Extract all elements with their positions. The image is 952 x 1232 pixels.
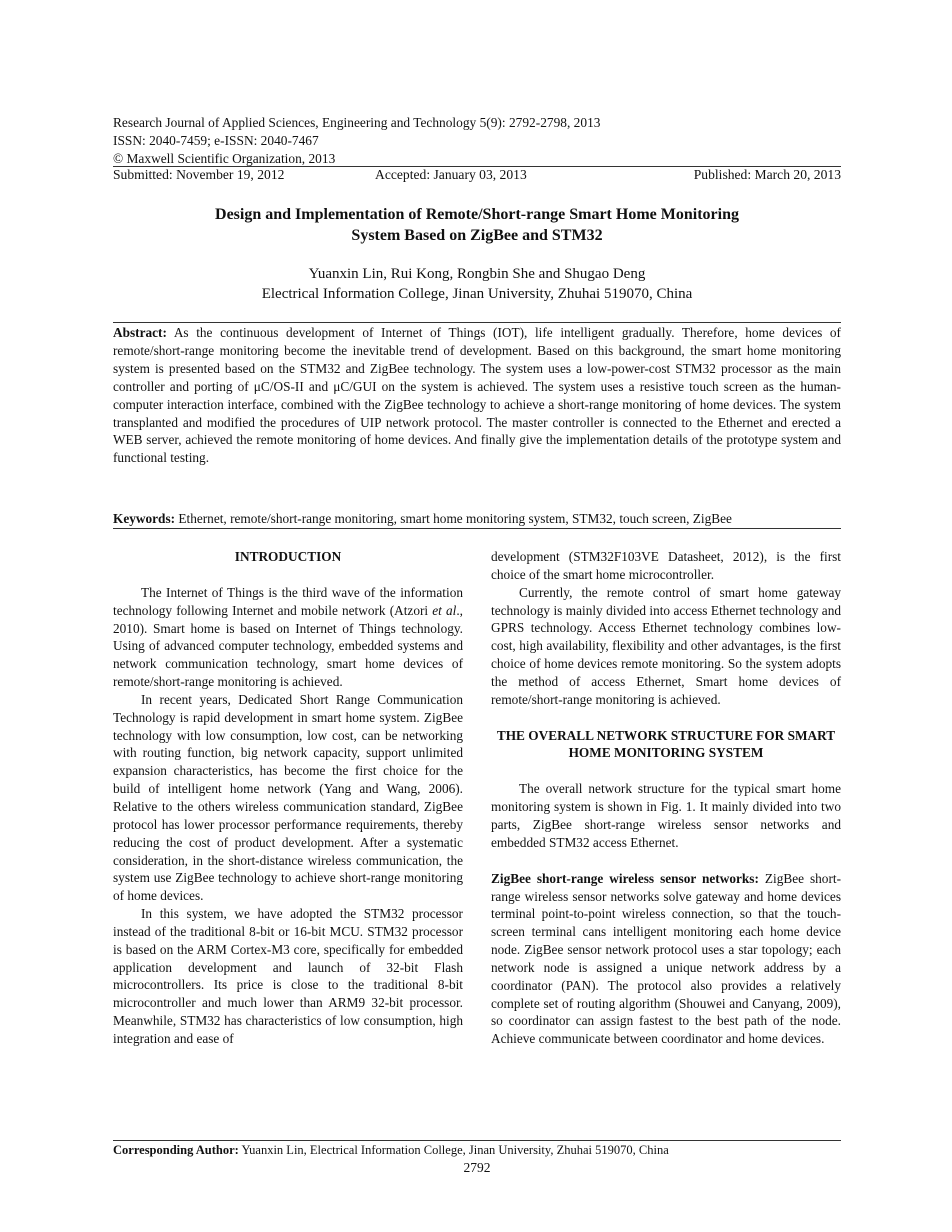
abstract-top-rule	[113, 322, 841, 323]
title-line-1: Design and Implementation of Remote/Short-range Smart Home Monitoring	[215, 206, 739, 223]
journal-citation: Research Journal of Applied Sciences, Engineering and Technology 5(9): 2792-2798, 2013	[113, 115, 601, 130]
page-number: 2792	[463, 1160, 491, 1175]
submitted-date: Submitted: November 19, 2012	[113, 167, 285, 182]
author-names: Yuanxin Lin, Rui Kong, Rongbin She and Shugao Deng	[308, 266, 646, 282]
paper-title	[113, 204, 841, 246]
abstract	[113, 324, 841, 467]
copyright-line: © Maxwell Scientific Organization, 2013	[113, 151, 336, 166]
right-paragraph-0: development (STM32F103VE Datasheet, 2012), is the first choice of the smart home microcontroller.	[491, 549, 841, 582]
title-line-2: System Based on ZigBee and STM32	[351, 227, 603, 244]
section-heading-introduction: INTRODUCTION	[234, 549, 342, 564]
intro-paragraph-2: In recent years, Dedicated Short Range Communication Technology is rapid development in smart home system. ZigBee technology with low consumption, low cost, can be networking with routing function, big network capacity, support unlimited expansion characteristics, has become the first choice for the build of intelligent home network (Yang and Wang, 2006). Relative to the others wireless communication standard, ZigBee protocol has lower processor performance requirements, thereby reducing the cost of product development. After a systematic consideration, in the short-distance wireless communication, the system use ZigBee technology to achieve short-range monitoring of home devices.	[113, 691, 463, 904]
accepted-date: Accepted: January 03, 2013	[375, 167, 527, 182]
left-column	[113, 548, 463, 1048]
subsection-heading-zigbee: ZigBee short-range wireless sensor networks:	[491, 870, 759, 886]
abstract-label: Abstract:	[113, 325, 167, 340]
keywords-label: Keywords:	[113, 511, 176, 526]
published-date: Published: March 20, 2013	[693, 167, 841, 182]
issn-line: ISSN: 2040-7459; e-ISSN: 2040-7467	[113, 133, 319, 148]
corresponding-author-text: Yuanxin Lin, Electrical Information College, Jinan University, Zhuhai 519070, China	[241, 1143, 669, 1157]
right-column	[491, 548, 841, 1048]
corresponding-author-label: Corresponding Author:	[113, 1143, 239, 1157]
right-paragraph-2: The overall network structure for the typical smart home monitoring system is shown in Fig. 1. It mainly divided into two parts, ZigBee short-range wireless sensor networks and embedded STM32 access Ethernet.	[491, 781, 841, 850]
author-affiliation: Electrical Information College, Jinan University, Zhuhai 519070, China	[261, 286, 693, 302]
keywords-text: Ethernet, remote/short-range monitoring, smart home monitoring system, STM32, touch screen, ZigBee	[178, 511, 732, 526]
author-block	[113, 264, 841, 304]
right-paragraph-1: Currently, the remote control of smart home gateway technology is mainly divided into access Ethernet technology and GPRS technology. Access Ethernet technology combines low-cost, high availability, flexibility and other advantages, is the first choice of home devices remote monitoring. So the system adopts the method of access Ethernet, Smart home devices of remote/short-range monitoring is achieved.	[491, 584, 841, 707]
intro-paragraph-1: The Internet of Things is the third wave of the information technology following Internet and mobile network (Atzori et al., 2010). Smart home is based on Internet of Things technology. Using of advanced computer technology, embedded systems and network communication technology, smart home devices of remote/short-range monitoring is achieved.	[113, 584, 464, 690]
keywords-rule	[113, 528, 841, 529]
abstract-text: As the continuous development of Internet of Things (IOT), life intelligent gradually. Therefore, home devices of remote/short-range monitoring become the inevitable trend of development. Based on this background, the smart home monitoring system is presented based on the STM32 and ZigBee technology. The system uses a low-power-cost STM32 processor as the main controller and porting of μC/OS-II and μC/GUI on the system is achieved. The system uses a resistive touch screen as the human-computer interaction interface, combined with the ZigBee technology to achieve a short-range monitoring of home devices. The system transplanted and modified the procedures of UIP network protocol. The master controller is connected to the Ethernet and erected a WEB server, achieved the remote monitoring of home devices. And finally give the implementation details of the prototype system and functional testing.	[113, 325, 841, 466]
dates-row	[113, 167, 841, 183]
corresponding-author	[113, 1143, 669, 1158]
et-al: et al	[432, 602, 457, 618]
keywords	[113, 510, 841, 528]
footer-rule	[113, 1140, 841, 1141]
intro-paragraph-3: In this system, we have adopted the STM32 processor instead of the traditional 8-bit or 16-bit MCU. STM32 processor is based on the ARM Cortex-M3 core, specifically for embedded application development and launch of 32-bit Flash microcontrollers. Its price is close to the traditional 8-bit microcontroller and much lower than ARM9 32-bit processor. Meanwhile, STM32 has characteristics of low consumption, high integration and ease of	[113, 906, 463, 1046]
right-paragraph-3: ZigBee short-range wireless sensor networks: ZigBee short-range wireless sensor networks solve gateway and home devices terminal point-to-point wireless connection, so that the touch-screen terminal cans intelligent monitoring each home device node. ZigBee sensor network protocol uses a star topology; each network node is assigned a unique network address by a coordinator (PAN). The protocol also provides a relatively complete set of routing algorithm (Shouwei and Canyang, 2009), so coordinator can assign fastest to the best path of the node. Achieve communicate between coordinator and home devices.	[491, 870, 842, 1047]
section-heading-network-structure: THE OVERALL NETWORK STRUCTURE FOR SMART HOME MONITORING SYSTEM	[496, 727, 836, 761]
